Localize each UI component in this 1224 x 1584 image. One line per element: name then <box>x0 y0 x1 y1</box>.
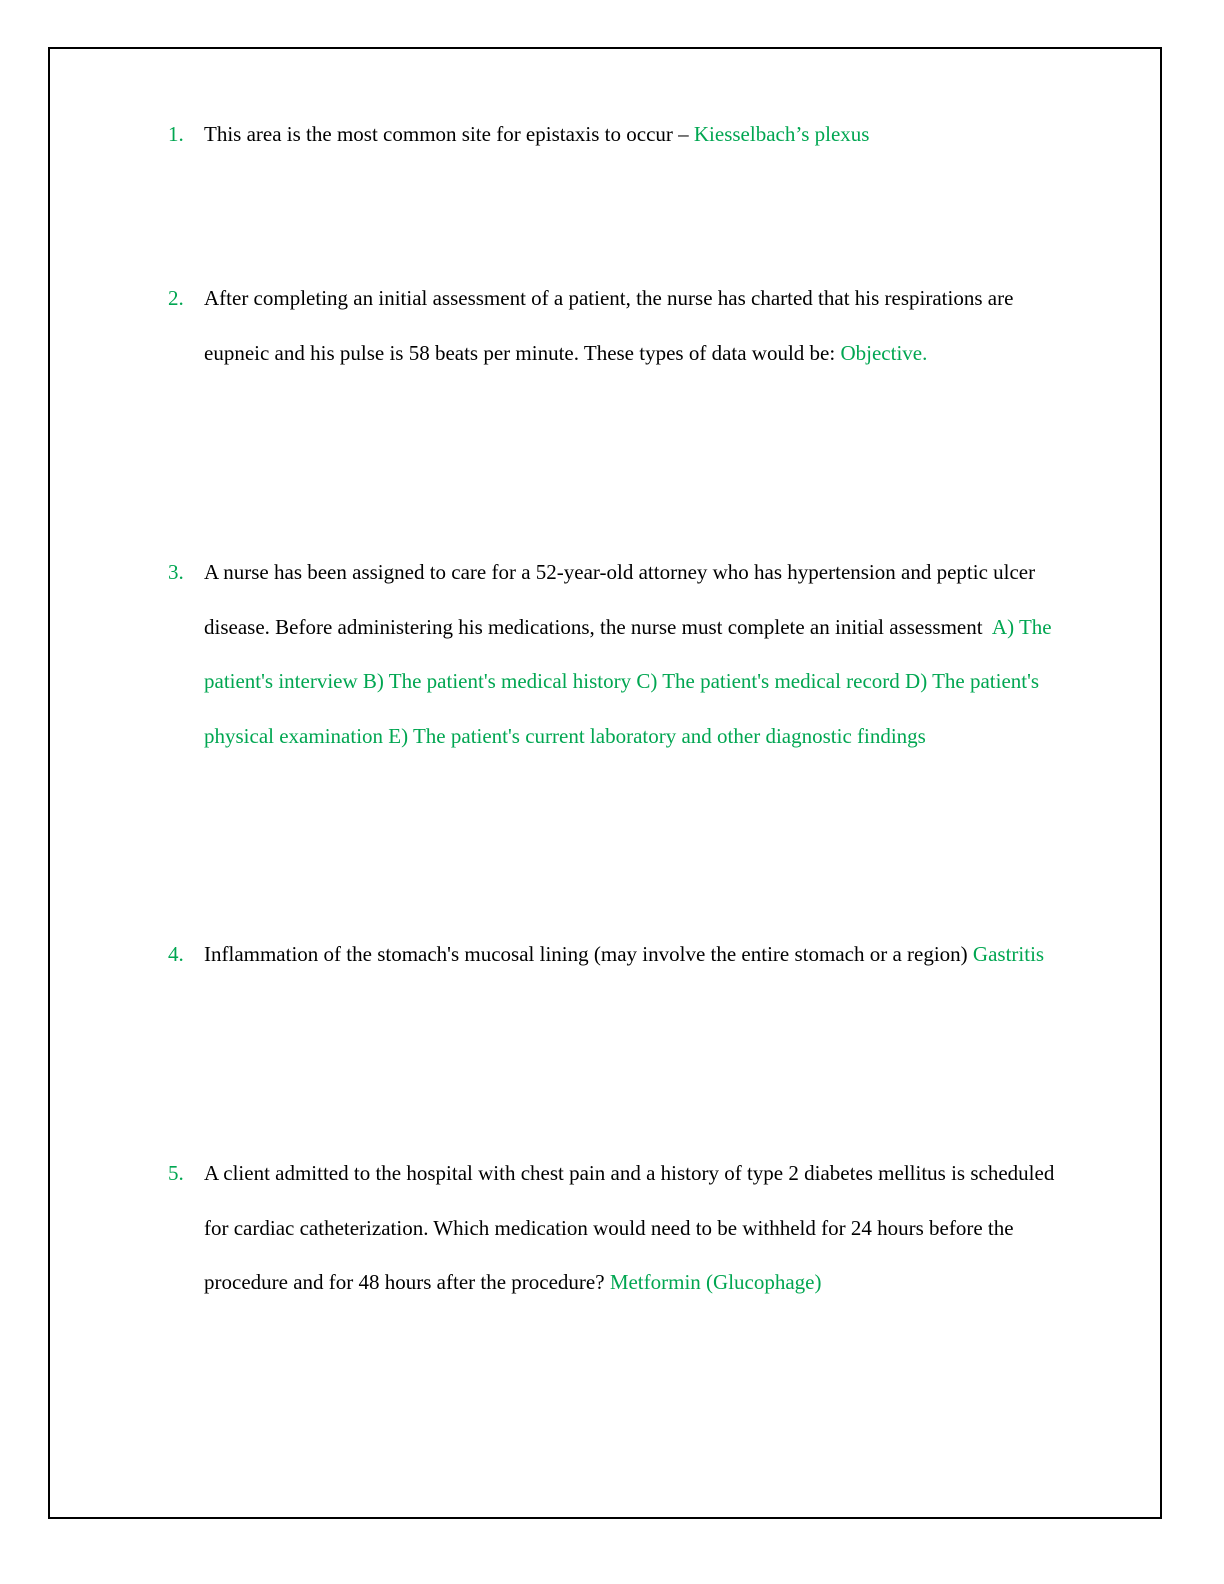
question-text <box>204 1146 1064 1310</box>
answer-text: Gastritis <box>972 942 1045 966</box>
question-text <box>204 107 1064 162</box>
question-text <box>204 927 1064 982</box>
question-prompt: After completing an initial assessment of a patient, the nurse has charted that his respirations are eupneic and his pulse is 58 beats per minute. These types of data would be: <box>204 286 1014 365</box>
answer-text: Metformin (Glucophage) <box>609 1270 822 1295</box>
question-number: 4. <box>168 942 184 966</box>
question-prompt: Inflammation of the stomach's mucosal lining (may involve the entire stomach or a region) <box>204 942 973 966</box>
answer-text: Kiesselbach’s plexus <box>693 122 870 146</box>
answer-text: A) The patient's interview B) The patient's medical history C) The patient's medical record D) The patient's physical examination E) The patient's current laboratory and other diagnostic findings <box>204 614 1052 748</box>
question-prompt: A client admitted to the hospital with chest pain and a history of type 2 diabetes mellitus is scheduled for cardiac catheterization. Which medication would need to be withheld for 24 hours before the procedure and for 48 hours after the procedure? <box>204 1161 1055 1295</box>
question-number: 1. <box>168 122 184 146</box>
answer-text: Objective. <box>840 340 928 365</box>
question-number: 5. <box>168 1161 184 1185</box>
question-prompt: This area is the most common site for epistaxis to occur – <box>204 122 694 146</box>
question-text <box>204 545 1064 763</box>
question-number: 3. <box>168 560 184 584</box>
question-number: 2. <box>168 286 184 310</box>
question-prompt: A nurse has been assigned to care for a 52-year-old attorney who has hypertension and peptic ulcer disease. Before administering his medications, the nurse must complete an initial assessment <box>204 560 1041 639</box>
question-text <box>204 271 1064 380</box>
